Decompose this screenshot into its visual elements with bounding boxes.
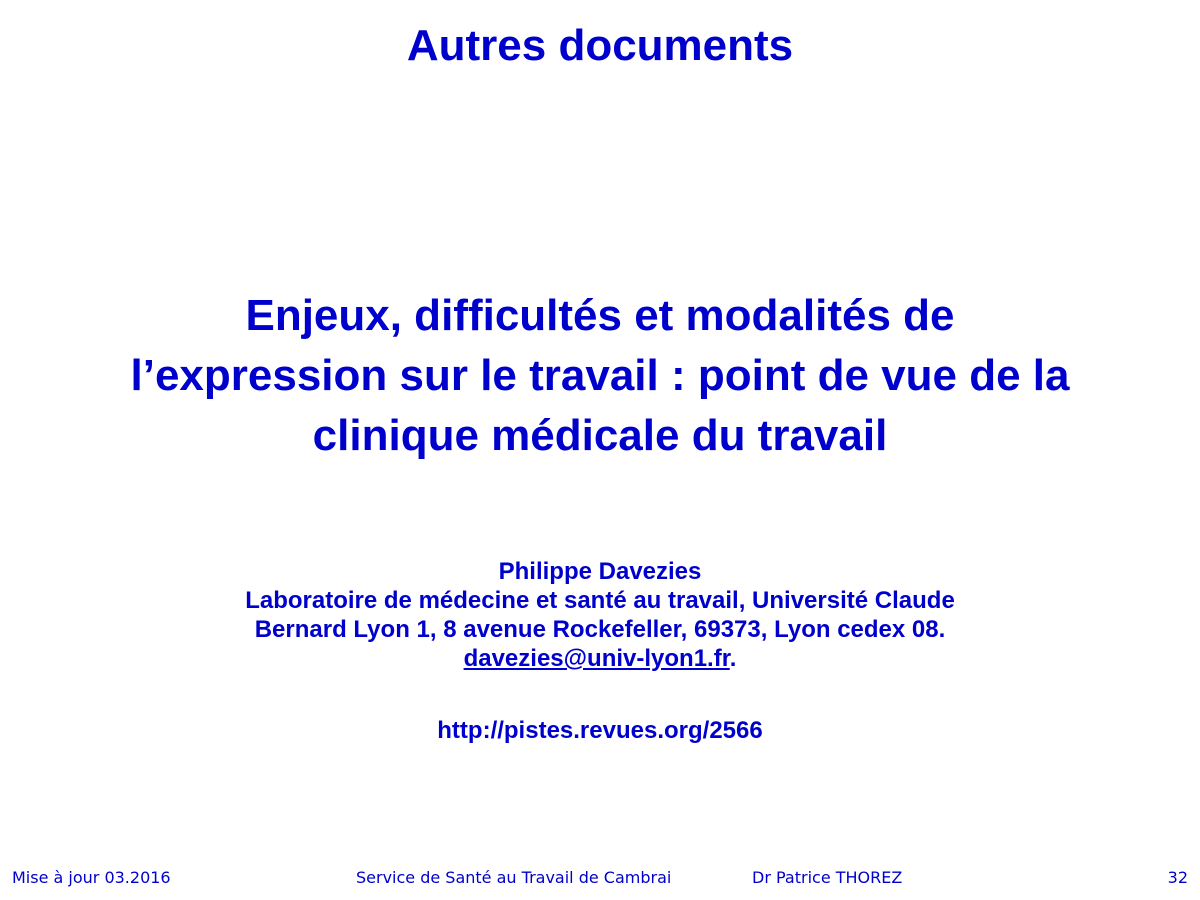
slide-title: Autres documents — [406, 21, 794, 70]
document-title-line-1: Enjeux, difficultés et modalités de — [245, 291, 955, 340]
footer-author: Dr Patrice THOREZ — [752, 868, 903, 887]
footer-service: Service de Santé au Travail de Cambrai — [356, 868, 672, 887]
author-block — [100, 557, 1100, 673]
author-email-suffix: . — [729, 645, 737, 672]
author-name: Philippe Davezies — [498, 558, 702, 585]
author-email-line — [100, 644, 1100, 673]
author-affiliation-line-1: Laboratoire de médecine et santé au travail, Université Claude — [245, 587, 955, 614]
footer-update-date: Mise à jour 03.2016 — [12, 868, 171, 887]
author-affiliation-line-2: Bernard Lyon 1, 8 avenue Rockefeller, 69373, Lyon cedex 08. — [254, 616, 946, 643]
document-title — [60, 286, 1140, 466]
author-email-link[interactable]: davezies@univ-lyon1.fr — [463, 645, 730, 672]
document-title-line-2: l’expression sur le travail : point de vue de la — [130, 351, 1070, 400]
document-title-line-3: clinique médicale du travail — [312, 411, 888, 460]
slide-footer — [0, 866, 1200, 890]
footer-page-number: 32 — [1167, 868, 1188, 887]
source-url: http://pistes.revues.org/2566 — [437, 717, 763, 744]
